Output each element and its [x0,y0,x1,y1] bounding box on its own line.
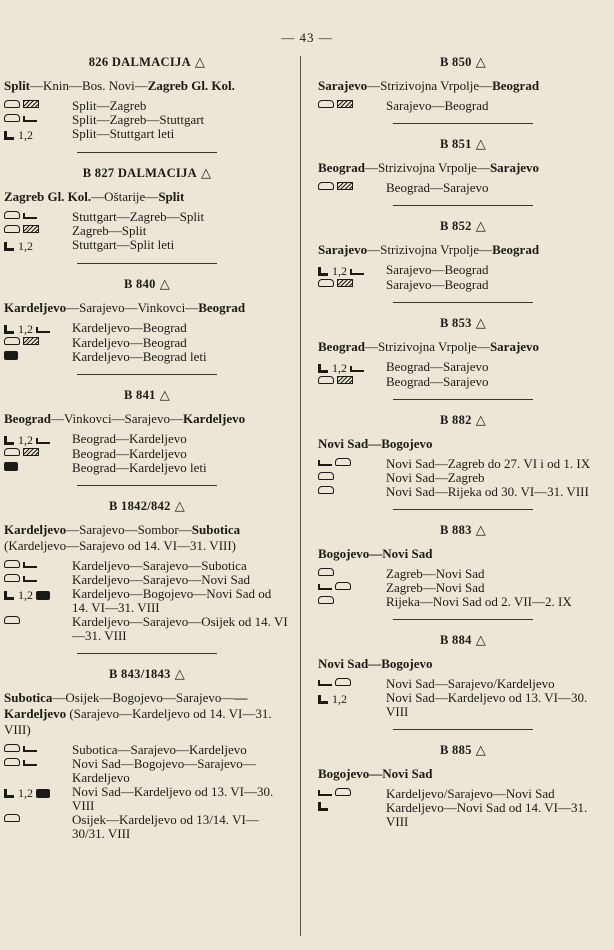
car-icons [4,559,72,568]
train-route [318,339,608,355]
car-line [4,785,290,813]
train-route [318,78,608,94]
class-label: 1,2 [332,264,347,278]
coach-car-icon [4,448,20,456]
car-line-text: Stuttgart—Zagreb—Split [72,209,205,224]
car-line-text: Beograd—Kardeljevo [72,446,187,461]
car-line [4,99,290,113]
route-part: Beograd [492,242,540,257]
seat-icon [4,789,14,798]
couchette-icon [318,584,332,590]
car-line-text: Beograd—Sarajevo [386,374,489,389]
car-line [4,743,290,757]
car-icons [4,743,72,752]
seat-icon [4,242,14,251]
seat-icon [4,325,14,334]
car-line-text: Kardeljevo—Beograd leti [72,349,207,364]
triangle-icon: △ [475,315,487,330]
section-divider [393,302,533,303]
train-route [4,411,290,427]
car-line-text: Osijek—Kardeljevo od 13/14. VI—30/31. VIII [72,812,259,841]
car-icons [318,787,386,796]
route-part: Kardeljevo [4,522,67,537]
route-part: Zagreb Gl. Kol. [4,189,92,204]
section-divider [393,729,533,730]
car-icons [318,278,386,287]
route-part: Beograd [318,160,365,175]
seat-icon [4,591,14,600]
car-line-text: Novi Sad—Sarajevo/Kardeljevo [386,676,555,691]
car-icons [318,677,386,686]
train-number: B 827 DALMACIJA [82,166,197,180]
class-label: 1,2 [18,239,33,253]
car-line [4,757,290,785]
car-line [318,181,608,195]
car-icons [318,567,386,576]
section-divider [393,509,533,510]
train-number: B 883 [439,523,472,537]
car-icons [4,350,72,360]
train-section [4,666,290,841]
car-line [318,581,608,595]
coach-car-icon [318,100,334,108]
train-number: B 853 [439,316,472,330]
car-icons [4,127,72,142]
restaurant-car-icon [4,351,18,360]
car-line [4,461,290,475]
triangle-icon: △ [475,136,487,151]
car-line [318,99,608,113]
coach-car-icon [318,472,334,480]
car-icons [4,813,72,822]
right-column [318,50,608,829]
coach-car-icon [4,114,20,122]
car-line-text: Kardeljevo—Bogojevo—Novi Sad od 14. VI—31. VIII [72,586,272,615]
train-number: B 852 [439,219,472,233]
train-number: B 840 [123,277,156,291]
train-route [4,690,290,738]
route-part: —Strizivojna Vrpolje— [367,242,493,257]
train-section [318,632,608,730]
car-line [318,567,608,581]
car-line [4,210,290,224]
car-icons [4,99,72,108]
section-divider [77,653,217,654]
car-icons [4,238,72,253]
coach-car-icon [335,582,351,590]
route-part: Beograd [318,339,365,354]
train-title [318,315,608,331]
triangle-icon: △ [475,218,487,233]
car-icons [4,461,72,471]
car-line-text: Novi Sad—Rijeka od 30. VI—31. VIII [386,484,589,499]
couchette-icon [318,460,332,466]
train-number: B 885 [439,743,472,757]
train-title [4,498,290,514]
train-title [318,742,608,758]
triangle-icon: △ [159,276,171,291]
car-icons [4,113,72,122]
couchette-icon [350,269,364,275]
triangle-icon: △ [174,498,185,513]
train-section [318,742,608,829]
route-part: Sarajevo [318,78,368,93]
section-divider [393,399,533,400]
train-section [4,165,290,264]
car-line-text: Stuttgart—Split leti [72,237,175,252]
sleeping-car-icon [23,448,39,456]
route-part: Split [158,189,185,204]
car-icons [4,321,72,336]
car-icons [318,595,386,604]
triangle-icon: △ [475,54,487,69]
class-label: 1,2 [18,128,33,142]
coach-car-icon [335,788,351,796]
train-route [318,766,608,782]
route-part: Subotica [4,690,53,705]
couchette-icon [23,562,37,568]
train-section [4,387,290,486]
train-section [4,498,290,654]
car-icons [318,263,386,278]
class-label: 1,2 [332,692,347,706]
train-route [318,656,608,672]
car-line [4,224,290,238]
couchette-icon [350,366,364,372]
car-line-text: Kardeljevo—Novi Sad od 14. VI—31. VIII [386,800,588,829]
car-icons [318,181,386,190]
car-icons [318,485,386,494]
coach-car-icon [335,678,351,686]
car-line-text: Novi Sad—Bogojevo—Sarajevo—Kardeljevo [72,756,256,785]
car-icons [4,587,72,602]
train-title [318,412,608,428]
train-title [4,165,290,181]
train-route [4,78,290,94]
coach-car-icon [4,574,20,582]
coach-car-icon [4,225,20,233]
train-section [318,522,608,620]
train-section [4,54,290,153]
car-line-text: Sarajevo—Beograd [386,98,489,113]
car-line-text: Beograd—Sarajevo [386,359,489,374]
car-line-text: Zagreb—Split [72,223,147,238]
left-column [4,50,290,841]
car-icons [4,336,72,345]
car-icons [4,432,72,447]
couchette-icon [36,327,50,333]
restaurant-car-icon [36,789,50,798]
coach-car-icon [4,814,20,822]
page-number: — 43 — [281,30,333,45]
section-divider [77,485,217,486]
car-line-text: Novi Sad—Kardeljevo od 13. VI—30. VIII [72,784,274,813]
car-line [318,278,608,292]
seat-icon [4,131,14,140]
train-title [318,54,608,70]
car-line-text: Sarajevo—Beograd [386,277,489,292]
car-line [4,447,290,461]
car-line [318,360,608,375]
train-section [318,315,608,400]
route-part: —Kardeljevo [4,690,248,721]
car-icons [4,224,72,233]
car-line [4,350,290,364]
route-part: Split [4,78,31,93]
car-line [318,471,608,485]
car-line [4,587,290,615]
car-icons [318,457,386,466]
section-divider [77,152,217,153]
car-line [318,485,608,499]
route-part: —Sarajevo—Vinkovci— [66,300,199,315]
seat-icon [318,802,328,811]
car-line [4,321,290,336]
route-part: (Kardeljevo—Sarajevo od 14. VI—31. VIII) [4,538,237,553]
car-line-text: Beograd—Kardeljevo [72,431,187,446]
car-icons [4,447,72,456]
couchette-icon [23,116,37,122]
section-divider [393,205,533,206]
route-part: —Strizivojna Vrpolje— [364,160,490,175]
car-line [318,787,608,801]
triangle-icon: △ [159,387,171,402]
route-part: Novi Sad—Bogojevo [318,656,433,671]
car-line-text: Kardeljevo—Beograd [72,335,187,350]
sleeping-car-icon [337,182,353,190]
coach-car-icon [4,211,20,219]
train-number: B 841 [123,388,156,402]
train-route [318,160,608,176]
car-icons [4,573,72,582]
train-title [4,54,290,70]
train-title [318,632,608,648]
route-part: Bogojevo—Novi Sad [318,766,433,781]
train-section [318,136,608,206]
car-line-text: Zagreb—Novi Sad [386,566,485,581]
class-label: 1,2 [18,786,33,800]
couchette-icon [318,790,332,796]
train-title [318,136,608,152]
car-line-text: Split—Stuttgart leti [72,126,175,141]
car-icons [4,210,72,219]
couchette-icon [23,213,37,219]
train-number: B 1842/842 [109,499,171,513]
car-line [318,691,608,719]
car-line-text: Beograd—Kardeljevo leti [72,460,207,475]
section-divider [393,619,533,620]
triangle-icon: △ [475,412,487,427]
car-line-text: Beograd—Sarajevo [386,180,489,195]
car-line [4,113,290,127]
section-divider [77,374,217,375]
car-line [4,573,290,587]
train-title [4,276,290,292]
couchette-icon [23,746,37,752]
coach-car-icon [4,758,20,766]
car-icons [318,99,386,108]
route-part: Sarajevo [489,339,540,354]
route-part: Subotica [191,522,241,537]
car-icons [4,615,72,624]
sleeping-car-icon [23,225,39,233]
seat-icon [4,436,14,445]
train-route [4,522,290,554]
car-icons [318,471,386,480]
car-line-text: Kardeljevo—Sarajevo—Subotica [72,558,247,573]
car-line [4,238,290,253]
class-label: 1,2 [18,322,33,336]
route-part: Sarajevo [318,242,368,257]
route-part: Beograd [492,78,540,93]
coach-car-icon [4,560,20,568]
couchette-icon [23,760,37,766]
class-label: 1,2 [332,361,347,375]
triangle-icon: △ [194,54,206,69]
car-icons [4,757,72,766]
coach-car-icon [4,337,20,345]
coach-car-icon [318,486,334,494]
route-part: Bogojevo—Novi Sad [318,546,433,561]
sleeping-car-icon [337,376,353,384]
route-part: —Sarajevo—Sombor— [66,522,192,537]
car-icons [318,801,386,811]
route-part: —Knin—Bos. Novi— [30,78,148,93]
car-line [4,336,290,350]
route-part: Novi Sad—Bogojevo [318,436,433,451]
route-part: —Strizivojna Vrpolje— [364,339,490,354]
triangle-icon: △ [174,666,185,681]
coach-car-icon [318,568,334,576]
train-section [318,54,608,124]
triangle-icon: △ [475,522,487,537]
car-line [318,677,608,691]
train-title [4,666,290,682]
train-section [4,276,290,375]
couchette-icon [318,680,332,686]
car-line-text: Kardeljevo/Sarajevo—Novi Sad [386,786,555,801]
triangle-icon: △ [475,632,487,647]
train-title [4,387,290,403]
car-line-text: Subotica—Sarajevo—Kardeljevo [72,742,247,757]
train-route [4,300,290,316]
restaurant-car-icon [36,591,50,600]
route-part: Kardeljevo [183,411,246,426]
car-icons [4,785,72,800]
coach-car-icon [4,744,20,752]
train-number: B 851 [439,137,472,151]
car-line [4,813,290,841]
section-divider [77,263,217,264]
car-line-text: Rijeka—Novi Sad od 2. VII—2. IX [386,594,572,609]
coach-car-icon [318,376,334,384]
train-route [4,189,290,205]
route-part: —Strizivojna Vrpolje— [367,78,493,93]
train-number: 826 DALMACIJA [88,55,191,69]
sleeping-car-icon [337,100,353,108]
car-line-text: Novi Sad—Zagreb [386,470,485,485]
route-part: Zagreb Gl. Kol. [147,78,235,93]
coach-car-icon [318,596,334,604]
couchette-icon [36,438,50,444]
car-line [4,615,290,643]
car-icons [318,375,386,384]
car-line [318,263,608,278]
couchette-icon [23,576,37,582]
triangle-icon: △ [475,742,487,757]
sleeping-car-icon [337,279,353,287]
car-icons [318,691,386,706]
car-line-text: Kardeljevo—Sarajevo—Osijek od 14. VI—31. VIII [72,614,288,643]
triangle-icon: △ [200,165,212,180]
car-line-text: Split—Zagreb [72,98,147,113]
train-route [318,242,608,258]
train-number: B 850 [439,55,472,69]
car-line-text: Kardeljevo—Beograd [72,320,187,335]
car-line [4,432,290,447]
restaurant-car-icon [4,462,18,471]
route-part: Beograd [4,411,51,426]
car-line-text: Novi Sad—Zagreb do 27. VI i od 1. IX [386,456,591,471]
coach-car-icon [4,616,20,624]
coach-car-icon [335,458,351,466]
class-label: 1,2 [18,588,33,602]
car-line [318,375,608,389]
column-divider [300,56,301,936]
train-section [318,412,608,510]
car-line-text: Sarajevo—Beograd [386,262,489,277]
car-icons [318,360,386,375]
train-title [318,522,608,538]
train-number: B 882 [439,413,472,427]
seat-icon [318,364,328,373]
coach-car-icon [318,279,334,287]
car-line [4,559,290,573]
coach-car-icon [318,182,334,190]
coach-car-icon [4,100,20,108]
car-line [4,127,290,142]
section-divider [393,123,533,124]
car-line-text: Novi Sad—Kardeljevo od 13. VI—30. VIII [386,690,588,719]
train-number: B 843/1843 [109,667,171,681]
seat-icon [318,267,328,276]
route-part: —Vinkovci—Sarajevo— [50,411,184,426]
car-line [318,801,608,829]
route-part: Beograd [198,300,246,315]
train-number: B 884 [439,633,472,647]
route-part: Sarajevo [489,160,540,175]
train-route [318,436,608,452]
route-part: —Osijek—Bogojevo—Sarajevo— [52,690,235,705]
train-section [318,218,608,303]
class-label: 1,2 [18,433,33,447]
route-part: (Sarajevo—Kardeljevo od 14. VI—31. VIII) [4,706,272,737]
car-line-text: Zagreb—Novi Sad [386,580,485,595]
sleeping-car-icon [23,337,39,345]
car-line [318,457,608,471]
train-title [318,218,608,234]
car-line [318,595,608,609]
route-part: Kardeljevo [4,300,67,315]
car-line-text: Kardeljevo—Sarajevo—Novi Sad [72,572,250,587]
train-route [318,546,608,562]
route-part: —Oštarije— [91,189,159,204]
car-icons [318,581,386,590]
car-line-text: Split—Zagreb—Stuttgart [72,112,205,127]
sleeping-car-icon [23,100,39,108]
seat-icon [318,695,328,704]
